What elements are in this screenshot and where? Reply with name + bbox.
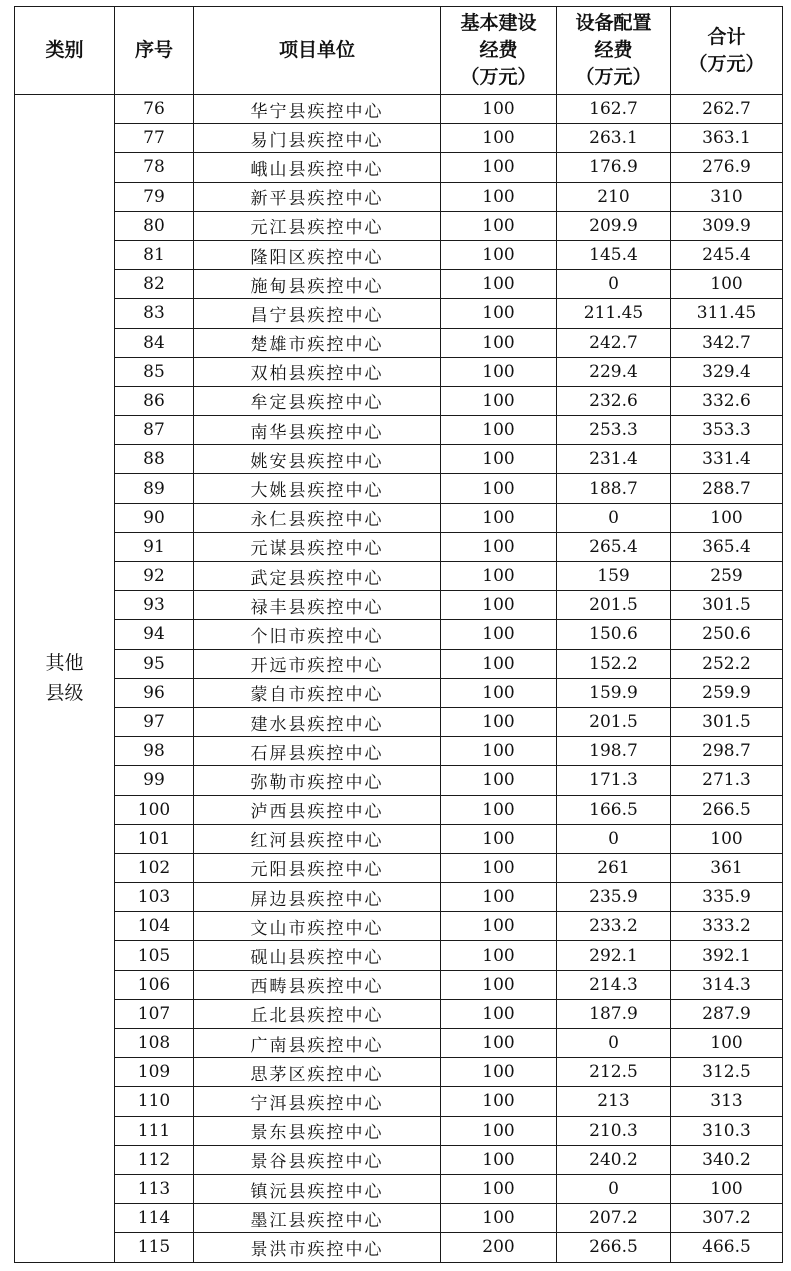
header-category: 类别	[15, 7, 115, 95]
table-row	[15, 678, 783, 707]
table-row	[15, 95, 783, 124]
unit-cell: 弥勒市疾控中心	[194, 766, 441, 795]
construction-cell: 100	[441, 357, 557, 386]
construction-cell: 100	[441, 153, 557, 182]
header-construction-line3: （万元）	[460, 66, 537, 88]
total-cell: 266.5	[671, 795, 783, 824]
unit-cell: 禄丰县疾控中心	[194, 591, 441, 620]
table-row	[15, 1233, 783, 1262]
unit-cell: 施甸县疾控中心	[194, 270, 441, 299]
construction-cell: 100	[441, 1204, 557, 1233]
table-row	[15, 970, 783, 999]
seq-cell: 103	[115, 883, 194, 912]
total-cell: 311.45	[671, 299, 783, 328]
header-equipment-line3: （万元）	[575, 66, 652, 88]
total-cell: 312.5	[671, 1058, 783, 1087]
table-row	[15, 649, 783, 678]
table-row	[15, 737, 783, 766]
seq-cell: 76	[115, 95, 194, 124]
construction-cell: 100	[441, 912, 557, 941]
total-cell: 259	[671, 562, 783, 591]
equipment-cell: 0	[557, 1174, 671, 1203]
table-row	[15, 416, 783, 445]
table-row	[15, 532, 783, 561]
total-cell: 466.5	[671, 1233, 783, 1262]
construction-cell: 100	[441, 649, 557, 678]
construction-cell: 100	[441, 1029, 557, 1058]
seq-cell: 109	[115, 1058, 194, 1087]
total-cell: 342.7	[671, 328, 783, 357]
total-cell: 301.5	[671, 707, 783, 736]
total-cell: 100	[671, 1174, 783, 1203]
header-total-line2: （万元）	[688, 52, 765, 75]
construction-cell: 100	[441, 211, 557, 240]
unit-cell: 峨山县疾控中心	[194, 153, 441, 182]
equipment-cell: 214.3	[557, 970, 671, 999]
unit-cell: 牟定县疾控中心	[194, 386, 441, 415]
total-cell: 392.1	[671, 941, 783, 970]
header-total-line1: 合计	[707, 25, 746, 48]
unit-cell: 文山市疾控中心	[194, 912, 441, 941]
table-row	[15, 182, 783, 211]
table-row	[15, 124, 783, 153]
total-cell: 309.9	[671, 211, 783, 240]
table-row	[15, 1058, 783, 1087]
construction-cell: 100	[441, 970, 557, 999]
total-cell: 100	[671, 270, 783, 299]
seq-cell: 92	[115, 562, 194, 591]
unit-cell: 姚安县疾控中心	[194, 445, 441, 474]
unit-cell: 隆阳区疾控中心	[194, 240, 441, 269]
construction-cell: 100	[441, 562, 557, 591]
seq-cell: 99	[115, 766, 194, 795]
total-cell: 313	[671, 1087, 783, 1116]
header-construction-line2: 经费	[479, 39, 518, 61]
equipment-cell: 187.9	[557, 999, 671, 1028]
equipment-cell: 261	[557, 853, 671, 882]
equipment-cell: 265.4	[557, 532, 671, 561]
header-equipment-line2: 经费	[594, 39, 633, 61]
construction-cell: 100	[441, 270, 557, 299]
seq-cell: 106	[115, 970, 194, 999]
table-row	[15, 853, 783, 882]
unit-cell: 屏边县疾控中心	[194, 883, 441, 912]
construction-cell: 100	[441, 883, 557, 912]
header-unit: 项目单位	[194, 7, 441, 95]
table-row	[15, 211, 783, 240]
seq-cell: 97	[115, 707, 194, 736]
unit-cell: 昌宁县疾控中心	[194, 299, 441, 328]
total-cell: 245.4	[671, 240, 783, 269]
total-cell: 340.2	[671, 1145, 783, 1174]
total-cell: 333.2	[671, 912, 783, 941]
unit-cell: 镇沅县疾控中心	[194, 1174, 441, 1203]
unit-cell: 元谋县疾控中心	[194, 532, 441, 561]
equipment-cell: 263.1	[557, 124, 671, 153]
construction-cell: 100	[441, 795, 557, 824]
equipment-cell: 266.5	[557, 1233, 671, 1262]
construction-cell: 100	[441, 824, 557, 853]
table-row	[15, 1029, 783, 1058]
total-cell: 314.3	[671, 970, 783, 999]
equipment-cell: 232.6	[557, 386, 671, 415]
unit-cell: 双柏县疾控中心	[194, 357, 441, 386]
table-row	[15, 707, 783, 736]
unit-cell: 大姚县疾控中心	[194, 474, 441, 503]
seq-cell: 89	[115, 474, 194, 503]
category-label-line: 县级	[45, 682, 84, 705]
construction-cell: 100	[441, 737, 557, 766]
total-cell: 307.2	[671, 1204, 783, 1233]
equipment-cell: 292.1	[557, 941, 671, 970]
seq-cell: 81	[115, 240, 194, 269]
equipment-cell: 145.4	[557, 240, 671, 269]
seq-cell: 86	[115, 386, 194, 415]
equipment-cell: 210.3	[557, 1116, 671, 1145]
unit-cell: 南华县疾控中心	[194, 416, 441, 445]
category-label-line: 其他	[45, 652, 84, 675]
unit-cell: 元江县疾控中心	[194, 211, 441, 240]
construction-cell: 100	[441, 416, 557, 445]
table-row	[15, 299, 783, 328]
seq-cell: 91	[115, 532, 194, 561]
seq-cell: 111	[115, 1116, 194, 1145]
unit-cell: 蒙自市疾控中心	[194, 678, 441, 707]
seq-cell: 102	[115, 853, 194, 882]
table-row	[15, 795, 783, 824]
total-cell: 100	[671, 1029, 783, 1058]
unit-cell: 楚雄市疾控中心	[194, 328, 441, 357]
unit-cell: 墨江县疾控中心	[194, 1204, 441, 1233]
table-body	[15, 95, 783, 1263]
equipment-cell: 0	[557, 824, 671, 853]
seq-cell: 96	[115, 678, 194, 707]
equipment-cell: 210	[557, 182, 671, 211]
total-cell: 288.7	[671, 474, 783, 503]
construction-cell: 100	[441, 766, 557, 795]
total-cell: 298.7	[671, 737, 783, 766]
unit-cell: 丘北县疾控中心	[194, 999, 441, 1028]
total-cell: 287.9	[671, 999, 783, 1028]
construction-cell: 100	[441, 182, 557, 211]
unit-cell: 建水县疾控中心	[194, 707, 441, 736]
total-cell: 250.6	[671, 620, 783, 649]
unit-cell: 景东县疾控中心	[194, 1116, 441, 1145]
total-cell: 353.3	[671, 416, 783, 445]
equipment-cell: 166.5	[557, 795, 671, 824]
construction-cell: 100	[441, 941, 557, 970]
seq-cell: 84	[115, 328, 194, 357]
seq-cell: 94	[115, 620, 194, 649]
unit-cell: 西畴县疾控中心	[194, 970, 441, 999]
total-cell: 335.9	[671, 883, 783, 912]
equipment-cell: 253.3	[557, 416, 671, 445]
seq-cell: 105	[115, 941, 194, 970]
total-cell: 262.7	[671, 95, 783, 124]
equipment-cell: 201.5	[557, 591, 671, 620]
seq-cell: 85	[115, 357, 194, 386]
table-row	[15, 328, 783, 357]
header-construction	[441, 7, 557, 95]
construction-cell: 100	[441, 95, 557, 124]
unit-cell: 景洪市疾控中心	[194, 1233, 441, 1262]
table-row	[15, 999, 783, 1028]
table-row	[15, 1204, 783, 1233]
unit-cell: 个旧市疾控中心	[194, 620, 441, 649]
table-row	[15, 240, 783, 269]
seq-cell: 82	[115, 270, 194, 299]
table-row	[15, 591, 783, 620]
equipment-cell: 162.7	[557, 95, 671, 124]
unit-cell: 永仁县疾控中心	[194, 503, 441, 532]
table-row	[15, 562, 783, 591]
unit-cell: 华宁县疾控中心	[194, 95, 441, 124]
equipment-cell: 188.7	[557, 474, 671, 503]
table-row	[15, 620, 783, 649]
total-cell: 100	[671, 503, 783, 532]
equipment-cell: 152.2	[557, 649, 671, 678]
construction-cell: 100	[441, 386, 557, 415]
seq-cell: 95	[115, 649, 194, 678]
seq-cell: 79	[115, 182, 194, 211]
table-row	[15, 1087, 783, 1116]
table-row	[15, 445, 783, 474]
table-row	[15, 1116, 783, 1145]
seq-cell: 87	[115, 416, 194, 445]
seq-cell: 78	[115, 153, 194, 182]
seq-cell: 98	[115, 737, 194, 766]
construction-cell: 100	[441, 1058, 557, 1087]
equipment-cell: 209.9	[557, 211, 671, 240]
construction-cell: 100	[441, 678, 557, 707]
equipment-cell: 213	[557, 1087, 671, 1116]
unit-cell: 开远市疾控中心	[194, 649, 441, 678]
equipment-cell: 150.6	[557, 620, 671, 649]
unit-cell: 石屏县疾控中心	[194, 737, 441, 766]
construction-cell: 100	[441, 1174, 557, 1203]
total-cell: 259.9	[671, 678, 783, 707]
unit-cell: 元阳县疾控中心	[194, 853, 441, 882]
header-seq: 序号	[115, 7, 194, 95]
total-cell: 331.4	[671, 445, 783, 474]
seq-cell: 100	[115, 795, 194, 824]
seq-cell: 80	[115, 211, 194, 240]
total-cell: 363.1	[671, 124, 783, 153]
equipment-cell: 212.5	[557, 1058, 671, 1087]
unit-cell: 易门县疾控中心	[194, 124, 441, 153]
total-cell: 301.5	[671, 591, 783, 620]
table-row	[15, 941, 783, 970]
seq-cell: 114	[115, 1204, 194, 1233]
construction-cell: 100	[441, 620, 557, 649]
total-cell: 361	[671, 853, 783, 882]
unit-cell: 红河县疾控中心	[194, 824, 441, 853]
construction-cell: 200	[441, 1233, 557, 1262]
header-equipment	[557, 7, 671, 95]
total-cell: 276.9	[671, 153, 783, 182]
construction-cell: 100	[441, 299, 557, 328]
equipment-cell: 159	[557, 562, 671, 591]
category-cell	[15, 95, 115, 1263]
seq-cell: 88	[115, 445, 194, 474]
equipment-cell: 233.2	[557, 912, 671, 941]
seq-cell: 104	[115, 912, 194, 941]
funding-table	[14, 6, 783, 1263]
construction-cell: 100	[441, 532, 557, 561]
header-total	[671, 7, 783, 95]
equipment-cell: 176.9	[557, 153, 671, 182]
unit-cell: 武定县疾控中心	[194, 562, 441, 591]
equipment-cell: 0	[557, 1029, 671, 1058]
unit-cell: 新平县疾控中心	[194, 182, 441, 211]
equipment-cell: 201.5	[557, 707, 671, 736]
total-cell: 252.2	[671, 649, 783, 678]
construction-cell: 100	[441, 1116, 557, 1145]
total-cell: 365.4	[671, 532, 783, 561]
total-cell: 329.4	[671, 357, 783, 386]
total-cell: 310	[671, 182, 783, 211]
unit-cell: 广南县疾控中心	[194, 1029, 441, 1058]
construction-cell: 100	[441, 1145, 557, 1174]
equipment-cell: 242.7	[557, 328, 671, 357]
equipment-cell: 229.4	[557, 357, 671, 386]
table-row	[15, 912, 783, 941]
table-row	[15, 766, 783, 795]
construction-cell: 100	[441, 328, 557, 357]
table-row	[15, 503, 783, 532]
seq-cell: 90	[115, 503, 194, 532]
table-row	[15, 386, 783, 415]
seq-cell: 112	[115, 1145, 194, 1174]
equipment-cell: 198.7	[557, 737, 671, 766]
table-row	[15, 1174, 783, 1203]
unit-cell: 宁洱县疾控中心	[194, 1087, 441, 1116]
equipment-cell: 0	[557, 270, 671, 299]
construction-cell: 100	[441, 999, 557, 1028]
seq-cell: 115	[115, 1233, 194, 1262]
seq-cell: 93	[115, 591, 194, 620]
construction-cell: 100	[441, 474, 557, 503]
construction-cell: 100	[441, 1087, 557, 1116]
seq-cell: 101	[115, 824, 194, 853]
header-construction-line1: 基本建设	[460, 12, 537, 34]
construction-cell: 100	[441, 124, 557, 153]
unit-cell: 景谷县疾控中心	[194, 1145, 441, 1174]
table-row	[15, 270, 783, 299]
seq-cell: 110	[115, 1087, 194, 1116]
table-row	[15, 153, 783, 182]
equipment-cell: 0	[557, 503, 671, 532]
construction-cell: 100	[441, 445, 557, 474]
seq-cell: 107	[115, 999, 194, 1028]
header-equipment-line1: 设备配置	[575, 12, 652, 34]
unit-cell: 砚山县疾控中心	[194, 941, 441, 970]
seq-cell: 83	[115, 299, 194, 328]
equipment-cell: 231.4	[557, 445, 671, 474]
table-row	[15, 357, 783, 386]
seq-cell: 108	[115, 1029, 194, 1058]
construction-cell: 100	[441, 853, 557, 882]
equipment-cell: 235.9	[557, 883, 671, 912]
seq-cell: 113	[115, 1174, 194, 1203]
total-cell: 271.3	[671, 766, 783, 795]
construction-cell: 100	[441, 240, 557, 269]
equipment-cell: 211.45	[557, 299, 671, 328]
construction-cell: 100	[441, 591, 557, 620]
total-cell: 332.6	[671, 386, 783, 415]
equipment-cell: 159.9	[557, 678, 671, 707]
unit-cell: 泸西县疾控中心	[194, 795, 441, 824]
equipment-cell: 207.2	[557, 1204, 671, 1233]
table-header-row	[15, 7, 783, 95]
table-row	[15, 1145, 783, 1174]
total-cell: 100	[671, 824, 783, 853]
table-row	[15, 824, 783, 853]
construction-cell: 100	[441, 707, 557, 736]
total-cell: 310.3	[671, 1116, 783, 1145]
table-row	[15, 474, 783, 503]
construction-cell: 100	[441, 503, 557, 532]
equipment-cell: 240.2	[557, 1145, 671, 1174]
equipment-cell: 171.3	[557, 766, 671, 795]
unit-cell: 思茅区疾控中心	[194, 1058, 441, 1087]
table-row	[15, 883, 783, 912]
seq-cell: 77	[115, 124, 194, 153]
